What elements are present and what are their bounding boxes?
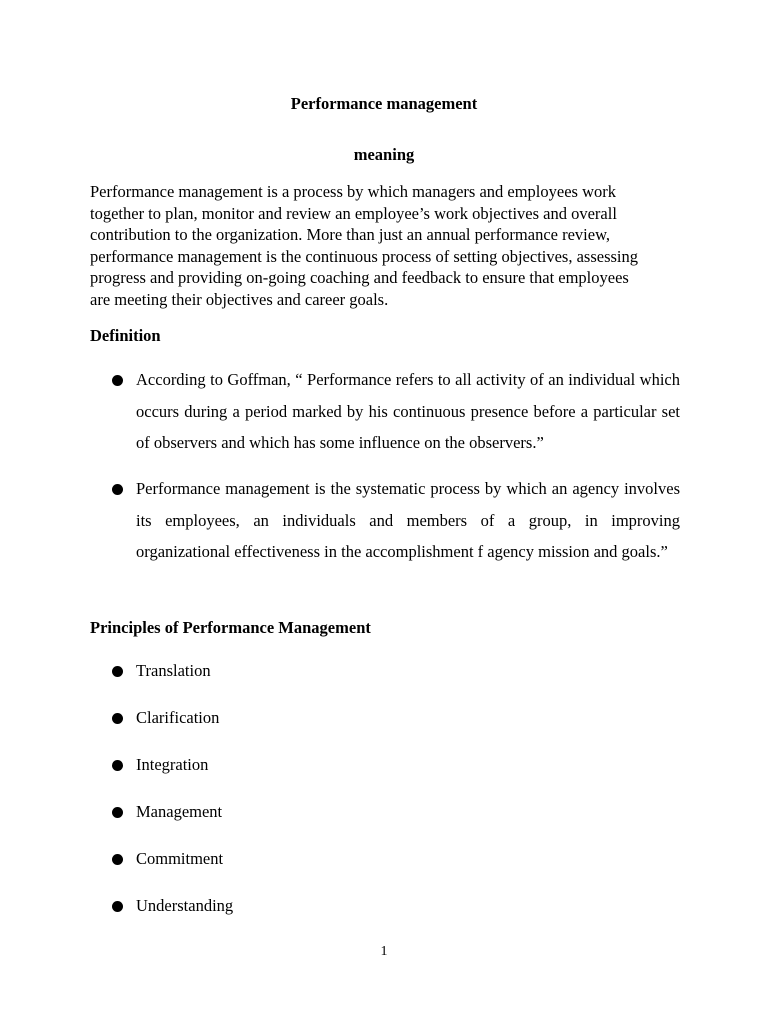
definition-list <box>90 473 680 568</box>
principle-label: Translation <box>136 661 211 680</box>
principle-label: Integration <box>136 755 209 774</box>
principles-list <box>90 660 490 942</box>
bullet-icon <box>112 666 123 677</box>
definition-heading: Definition <box>90 326 161 345</box>
list-item <box>90 660 490 707</box>
definition-item <box>90 473 680 568</box>
principle-label: Clarification <box>136 708 220 727</box>
principle-label: Commitment <box>136 849 224 868</box>
definition-item <box>90 364 680 459</box>
principles-heading: Principles of Performance Management <box>90 618 371 637</box>
page-title: Performance management <box>290 94 478 113</box>
intro-paragraph: Performance management is a process by which managers and employees work together to plan, monitor and review an employee’s work objectives and overall contribution to the organization. More than just an annual performance review, performance management is the continuous process of setting objectives, assessing progress and providing on-going coaching and feedback to ensure that employees are meeting their objectives and career goals. <box>90 182 639 309</box>
definition-text: Performance management is the systematic process by which an agency involves its employees, an individuals and members of a group, in improving organizational effectiveness in the accomplishment f agency mission and goals.” <box>136 479 680 561</box>
bullet-icon <box>112 807 123 818</box>
list-item <box>90 754 490 801</box>
definition-list <box>90 364 680 459</box>
definition-text: According to Goffman, “ Performance refers to all activity of an individual which occurs during a period marked by his continuous presence before a particular set of observers and which has some influence on the observers.” <box>136 370 680 452</box>
bullet-icon <box>112 375 123 386</box>
principle-label: Understanding <box>136 896 234 915</box>
bullet-icon <box>112 484 123 495</box>
list-item <box>90 801 490 848</box>
section-subtitle: meaning <box>353 145 415 164</box>
list-item <box>90 848 490 895</box>
bullet-icon <box>112 854 123 865</box>
page-number: 1 <box>380 944 388 959</box>
bullet-icon <box>112 760 123 771</box>
list-item <box>90 707 490 754</box>
bullet-icon <box>112 901 123 912</box>
principle-label: Management <box>136 802 223 821</box>
bullet-icon <box>112 713 123 724</box>
list-item <box>90 895 490 942</box>
